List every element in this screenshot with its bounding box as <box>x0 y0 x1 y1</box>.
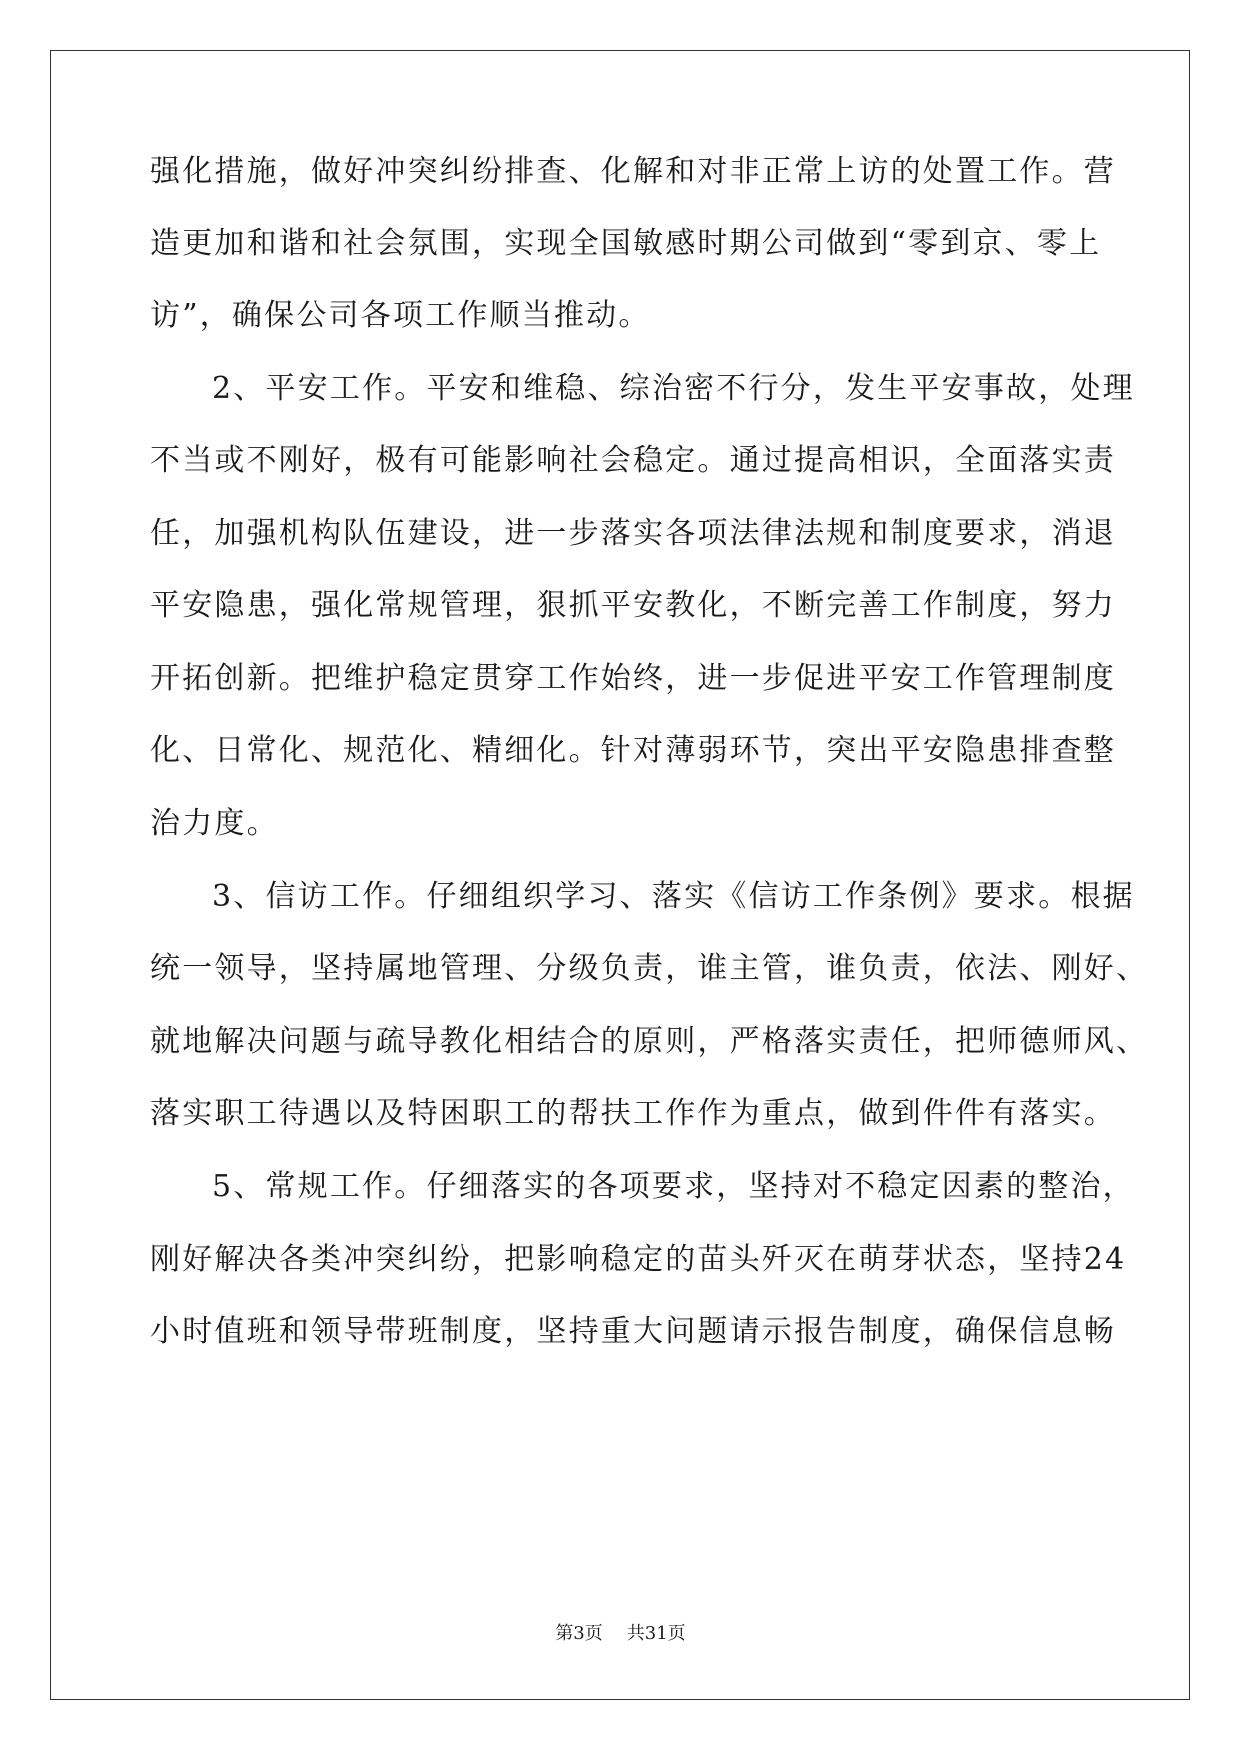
paragraph-start-line: 3、信访工作。仔细组织学习、落实《信访工作条例》要求。根据 <box>212 879 1135 914</box>
text-line: 治力度。 <box>150 806 279 841</box>
page-total: 共31页 <box>626 1623 686 1644</box>
text-line: 任，加强机构队伍建设，进一步落实各项法律法规和制度要求，消退 <box>150 516 1116 551</box>
text-line: 统一领导，坚持属地管理、分级负责，谁主管，谁负责，依法、刚好、 <box>150 951 1149 986</box>
text-line: 小时值班和领导带班制度，坚持重大问题请示报告制度，确保信息畅 <box>150 1314 1116 1349</box>
text-line: 访”，确保公司各项工作顺当推动。 <box>150 298 651 333</box>
text-line: 就地解决问题与疏导教化相结合的原则，严格落实责任，把师德师风、 <box>150 1024 1149 1059</box>
page-footer <box>0 1622 1241 1646</box>
text-line: 平安隐患，强化常规管理，狠抓平安教化，不断完善工作制度，努力 <box>150 588 1116 623</box>
page-number: 第3页 <box>555 1623 603 1644</box>
text-line: 开拓创新。把维护稳定贯穿工作始终，进一步促进平安工作管理制度 <box>150 661 1116 696</box>
paragraph-start-line: 5、常规工作。仔细落实的各项要求，坚持对不稳定因素的整治， <box>212 1169 1135 1204</box>
paragraph-start-line: 2、平安工作。平安和维稳、综治密不行分，发生平安事故，处理 <box>212 371 1135 406</box>
text-line: 刚好解决各类冲突纠纷，把影响稳定的苗头歼灭在萌芽状态，坚持24 <box>150 1242 1127 1277</box>
text-line: 强化措施，做好冲突纠纷排查、化解和对非正常上访的处置工作。营 <box>150 154 1116 189</box>
text-line: 化、日常化、规范化、精细化。针对薄弱环节，突出平安隐患排查整 <box>150 733 1116 768</box>
text-line: 造更加和谐和社会氛围，实现全国敏感时期公司做到“零到京、零上 <box>150 226 1102 261</box>
text-line: 不当或不刚好，极有可能影响社会稳定。通过提高相识，全面落实责 <box>150 443 1116 478</box>
text-line: 落实职工待遇以及特困职工的帮扶工作作为重点，做到件件有落实。 <box>150 1096 1116 1131</box>
